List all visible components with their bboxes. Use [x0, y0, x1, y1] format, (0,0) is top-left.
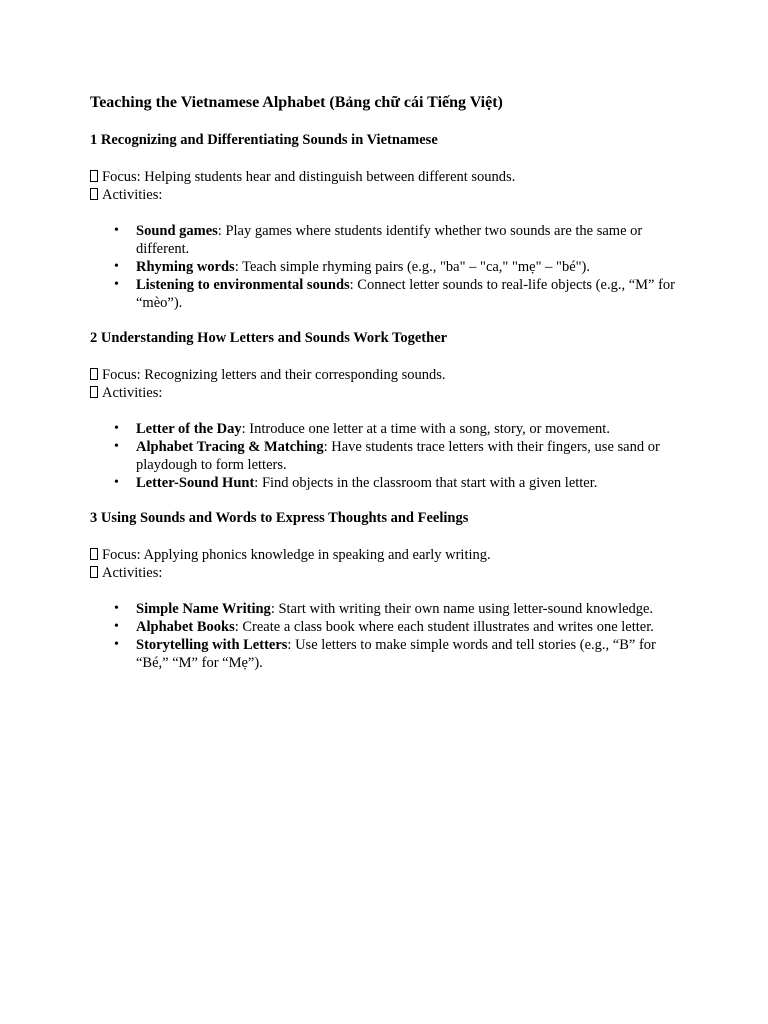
- bullet-icon: •: [114, 277, 119, 292]
- list-item: • Sound games: Play games where students identify whether two sounds are the same or different.: [114, 223, 643, 257]
- bullet-icon: •: [114, 421, 119, 436]
- section-1-activity-list: [90, 222, 690, 312]
- bullet-icon: •: [114, 637, 119, 652]
- section-1-heading: 1 Recognizing and Differentiating Sounds in Vietnamese: [90, 132, 438, 148]
- document-title: Teaching the Vietnamese Alphabet (Bảng chữ cái Tiếng Việt): [90, 94, 503, 111]
- list-item: • Listening to environmental sounds: Connect letter sounds to real-life objects (e.g., “M” for “mèo”).: [114, 277, 675, 311]
- missing-glyph-icon: [90, 188, 98, 200]
- section-3-heading: 3 Using Sounds and Words to Express Thoughts and Feelings: [90, 510, 469, 526]
- bullet-icon: •: [114, 475, 119, 490]
- list-item: • Alphabet Books: Create a class book where each student illustrates and writes one letter.: [114, 619, 654, 635]
- focus-line: Focus: Recognizing letters and their corresponding sounds.: [90, 366, 446, 384]
- bullet-icon: •: [114, 601, 119, 616]
- section-3-activity-list: [90, 600, 690, 672]
- section-2-activity-list: [90, 420, 690, 492]
- missing-glyph-icon: [90, 386, 98, 398]
- list-item: • Storytelling with Letters: Use letters to make simple words and tell stories (e.g., “B” for “Bé,” “M” for “Mẹ”).: [114, 637, 656, 671]
- activities-line: Activities:: [90, 186, 515, 204]
- focus-line: Focus: Helping students hear and distinguish between different sounds.: [90, 168, 515, 186]
- section-1-intro: [90, 168, 515, 204]
- section-2-intro: [90, 366, 446, 402]
- focus-line: Focus: Applying phonics knowledge in speaking and early writing.: [90, 546, 491, 564]
- bullet-icon: •: [114, 223, 119, 238]
- missing-glyph-icon: [90, 566, 98, 578]
- missing-glyph-icon: [90, 368, 98, 380]
- missing-glyph-icon: [90, 548, 98, 560]
- section-3-intro: [90, 546, 491, 582]
- section-2-heading: 2 Understanding How Letters and Sounds Work Together: [90, 330, 448, 346]
- bullet-icon: •: [114, 619, 119, 634]
- activities-line: Activities:: [90, 384, 446, 402]
- list-item: • Letter of the Day: Introduce one letter at a time with a song, story, or movement.: [114, 421, 610, 437]
- bullet-icon: •: [114, 259, 119, 274]
- list-item: • Simple Name Writing: Start with writing their own name using letter-sound knowledge.: [114, 601, 654, 617]
- missing-glyph-icon: [90, 170, 98, 182]
- bullet-icon: •: [114, 439, 119, 454]
- list-item: • Rhyming words: Teach simple rhyming pairs (e.g., "ba" – "ca," "mẹ" – "bé").: [114, 259, 591, 275]
- list-item: • Letter-Sound Hunt: Find objects in the classroom that start with a given letter.: [114, 475, 598, 491]
- activities-line: Activities:: [90, 564, 491, 582]
- list-item: • Alphabet Tracing & Matching: Have students trace letters with their fingers, use sand or playdough to form letters.: [114, 439, 660, 473]
